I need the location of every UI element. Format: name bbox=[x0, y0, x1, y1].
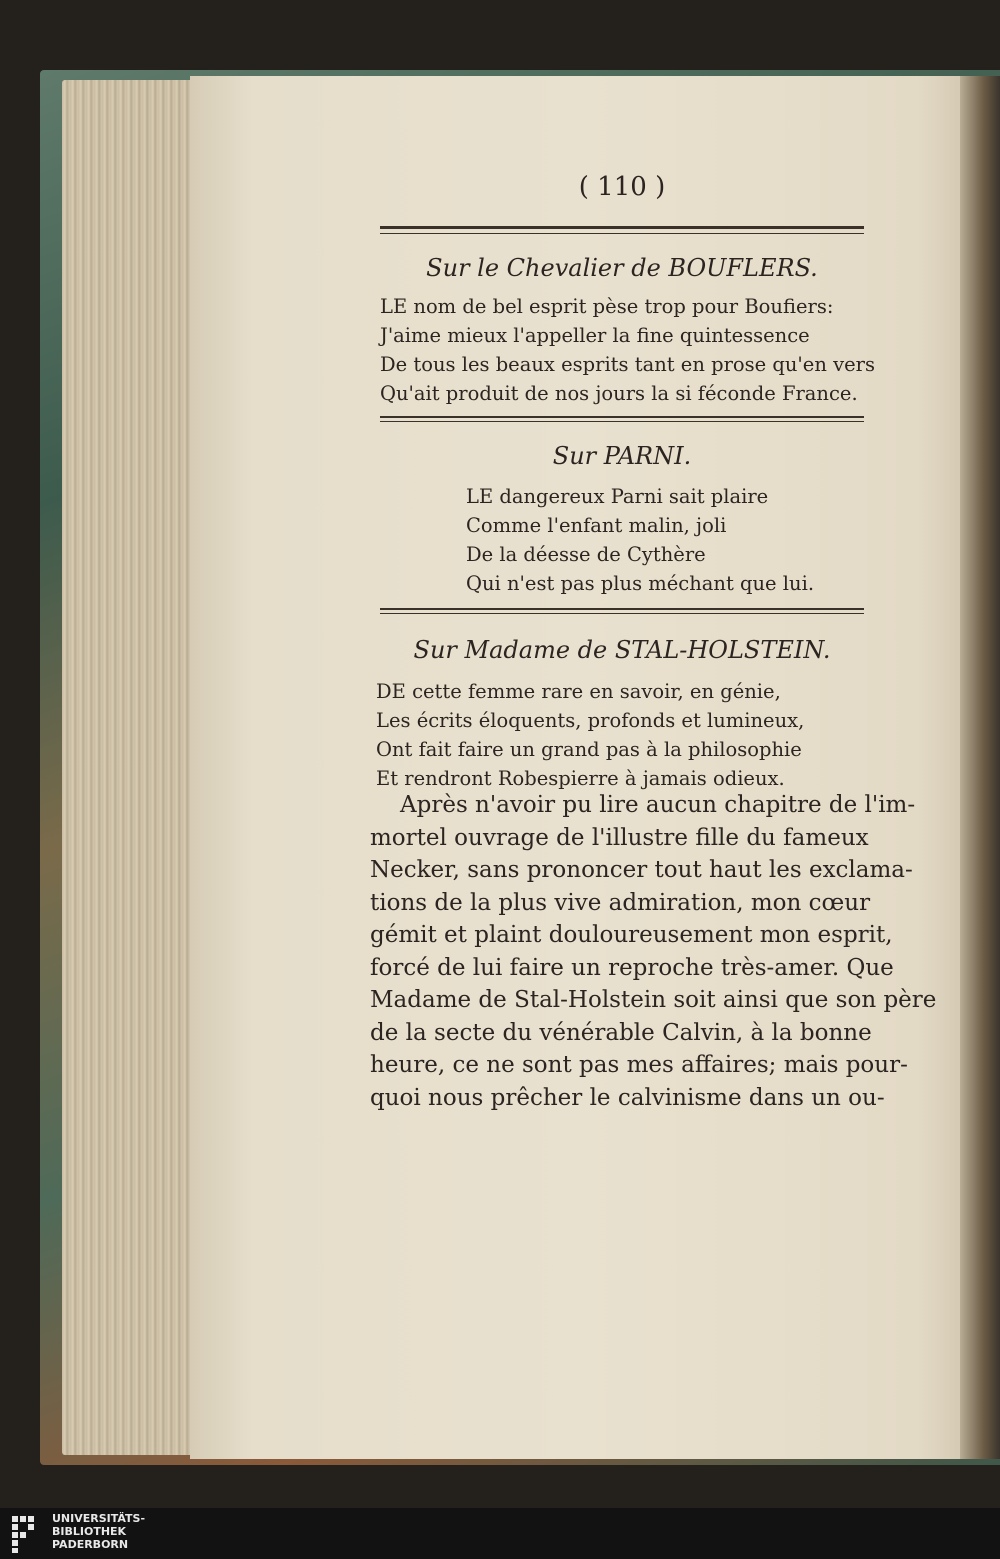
prose-line: Necker, sans prononcer tout haut les exclama- bbox=[370, 857, 913, 883]
prose-line: Madame de Stal-Holstein soit ainsi que son père bbox=[370, 987, 937, 1013]
prose-line: de la secte du vénérable Calvin, à la bonne bbox=[370, 1020, 872, 1046]
verse-line: Ont fait faire un grand pas à la philosophie bbox=[376, 738, 802, 761]
section-divider-thin bbox=[380, 421, 864, 422]
section-divider bbox=[380, 608, 864, 610]
prose-line: tions de la plus vive admiration, mon cœur bbox=[370, 890, 871, 916]
prose-line: mortel ouvrage de l'illustre fille du fameux bbox=[370, 825, 869, 851]
page-number: ( 110 ) bbox=[578, 172, 666, 202]
verse-line: Les écrits éloquents, profonds et lumineux, bbox=[376, 709, 805, 732]
library-logo-bar bbox=[0, 1508, 1000, 1559]
logo-line: BIBLIOTHEK bbox=[52, 1525, 127, 1538]
section-title-stal-holstein: Sur Madame de STAL-HOLSTEIN. bbox=[413, 636, 831, 664]
section-divider bbox=[380, 416, 864, 418]
prose-line: gémit et plaint douloureusement mon esprit, bbox=[370, 922, 893, 948]
verse-line: Qui n'est pas plus méchant que lui. bbox=[466, 572, 815, 595]
book-gutter bbox=[960, 76, 1000, 1459]
verse-line: Qu'ait produit de nos jours la si féconde France. bbox=[380, 382, 858, 405]
top-rule bbox=[380, 226, 864, 229]
verse-line: LE dangereux Parni sait plaire bbox=[466, 485, 769, 508]
verse-line: De tous les beaux esprits tant en prose qu'en vers bbox=[380, 353, 875, 376]
verse-line: DE cette femme rare en savoir, en génie, bbox=[376, 680, 781, 703]
section-title-bouflers: Sur le Chevalier de BOUFLERS. bbox=[426, 254, 818, 282]
prose-line: heure, ce ne sont pas mes affaires; mais pour- bbox=[370, 1052, 908, 1078]
prose-line: quoi nous prêcher le calvinisme dans un ou- bbox=[370, 1085, 885, 1111]
prose-line: forcé de lui faire un reproche très-amer. Que bbox=[370, 955, 894, 981]
prose-line: Après n'avoir pu lire aucun chapitre de l'im- bbox=[400, 792, 916, 818]
section-divider-thin bbox=[380, 613, 864, 614]
verse-line: Comme l'enfant malin, joli bbox=[466, 514, 727, 537]
verse-line: Et rendront Robespierre à jamais odieux. bbox=[376, 767, 785, 790]
logo-line: UNIVERSITÄTS- bbox=[52, 1512, 146, 1525]
library-logo-text bbox=[52, 1512, 145, 1551]
logo-line: PADERBORN bbox=[52, 1538, 129, 1551]
section-title-parni: Sur PARNI. bbox=[552, 442, 692, 470]
top-rule-thin bbox=[380, 233, 864, 234]
verse-line: J'aime mieux l'appeller la fine quintessence bbox=[380, 324, 810, 347]
verse-line: De la déesse de Cythère bbox=[466, 543, 706, 566]
library-logo-icon bbox=[10, 1514, 44, 1554]
verse-line: LE nom de bel esprit pèse trop pour Boufiers: bbox=[380, 295, 834, 318]
